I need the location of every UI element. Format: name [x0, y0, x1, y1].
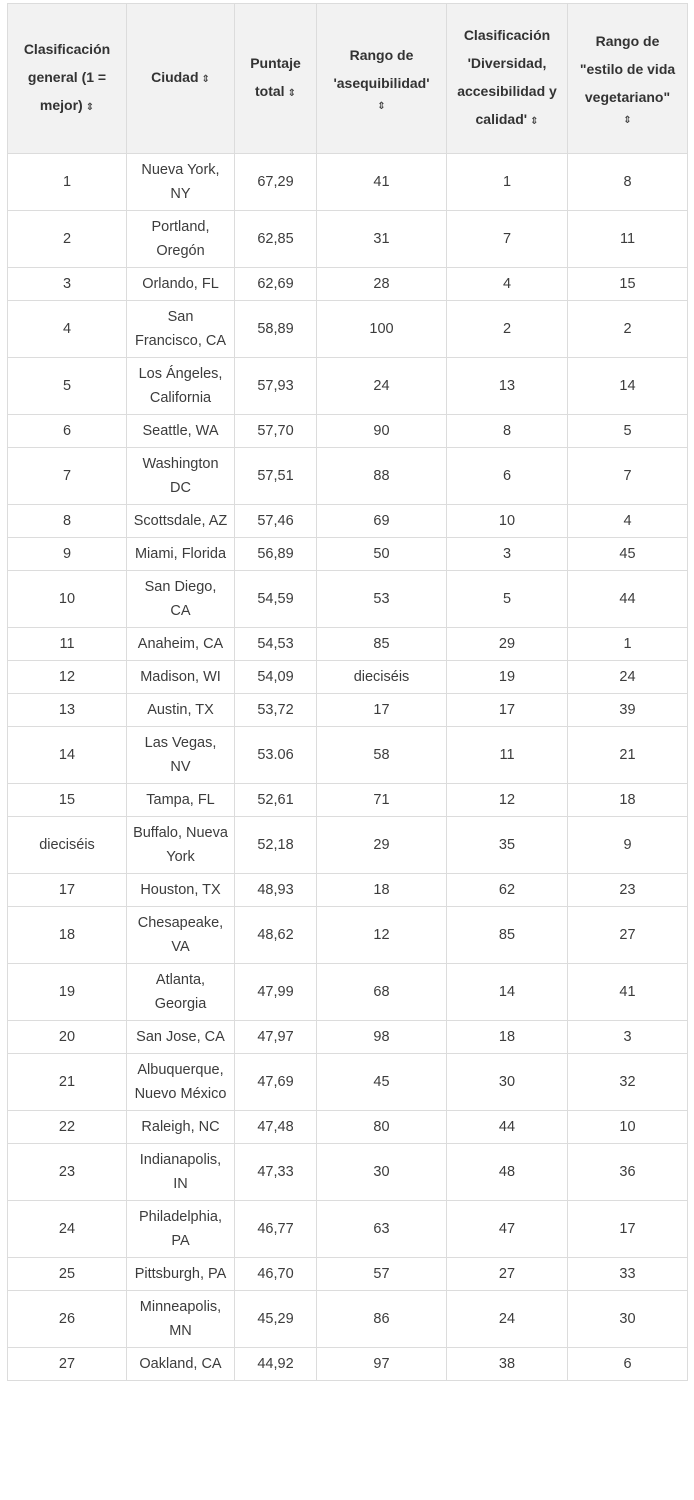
- cell-total-score: 45,29: [235, 1291, 317, 1348]
- cell-city: Los Ángeles, California: [127, 358, 235, 415]
- column-header-city[interactable]: [127, 4, 235, 154]
- cell-overall-rank: 24: [8, 1201, 127, 1258]
- cell-total-score: 54,09: [235, 661, 317, 694]
- cell-total-score: 62,85: [235, 211, 317, 268]
- cell-vegetarian-lifestyle-rank: 4: [568, 505, 688, 538]
- cell-diversity-rank: 6: [447, 448, 568, 505]
- cell-city: Madison, WI: [127, 661, 235, 694]
- cell-diversity-rank: 11: [447, 727, 568, 784]
- cell-overall-rank: 7: [8, 448, 127, 505]
- cell-affordability-rank: 69: [317, 505, 447, 538]
- table-row: [8, 694, 688, 727]
- cell-diversity-rank: 7: [447, 211, 568, 268]
- cell-diversity-rank: 35: [447, 817, 568, 874]
- table-row: [8, 628, 688, 661]
- cell-diversity-rank: 38: [447, 1348, 568, 1381]
- cell-city: Orlando, FL: [127, 268, 235, 301]
- cell-city: Nueva York, NY: [127, 154, 235, 211]
- cell-overall-rank: 9: [8, 538, 127, 571]
- cell-diversity-rank: 13: [447, 358, 568, 415]
- cell-affordability-rank: 29: [317, 817, 447, 874]
- cell-diversity-rank: 18: [447, 1021, 568, 1054]
- table-row: [8, 448, 688, 505]
- cell-total-score: 57,46: [235, 505, 317, 538]
- cell-affordability-rank: dieciséis: [317, 661, 447, 694]
- table-row: [8, 211, 688, 268]
- cell-city: Indianapolis, IN: [127, 1144, 235, 1201]
- table-header: [8, 4, 688, 154]
- sort-arrows-icon[interactable]: ⇕: [623, 114, 632, 126]
- table-row: [8, 1291, 688, 1348]
- cell-vegetarian-lifestyle-rank: 45: [568, 538, 688, 571]
- table-row: [8, 1144, 688, 1201]
- cell-overall-rank: 12: [8, 661, 127, 694]
- sort-arrows-icon[interactable]: ⇕: [85, 102, 95, 113]
- cell-total-score: 67,29: [235, 154, 317, 211]
- cell-city: Atlanta, Georgia: [127, 964, 235, 1021]
- cell-affordability-rank: 53: [317, 571, 447, 628]
- cell-city: Minneapolis, MN: [127, 1291, 235, 1348]
- cell-vegetarian-lifestyle-rank: 2: [568, 301, 688, 358]
- cell-vegetarian-lifestyle-rank: 3: [568, 1021, 688, 1054]
- cell-diversity-rank: 4: [447, 268, 568, 301]
- column-header-label: Clasificación general (1 = mejor): [23, 41, 111, 113]
- cell-overall-rank: 26: [8, 1291, 127, 1348]
- table-row: [8, 505, 688, 538]
- sort-arrows-icon[interactable]: ⇕: [530, 116, 539, 127]
- cell-affordability-rank: 28: [317, 268, 447, 301]
- table-row: [8, 817, 688, 874]
- table-row: [8, 538, 688, 571]
- cell-city: Seattle, WA: [127, 415, 235, 448]
- cell-affordability-rank: 57: [317, 1258, 447, 1291]
- cell-diversity-rank: 47: [447, 1201, 568, 1258]
- cell-affordability-rank: 86: [317, 1291, 447, 1348]
- cell-total-score: 54,53: [235, 628, 317, 661]
- cell-total-score: 57,51: [235, 448, 317, 505]
- cell-total-score: 52,18: [235, 817, 317, 874]
- cell-city: Tampa, FL: [127, 784, 235, 817]
- cell-overall-rank: 23: [8, 1144, 127, 1201]
- cell-total-score: 62,69: [235, 268, 317, 301]
- table-row: [8, 727, 688, 784]
- cell-city: San Francisco, CA: [127, 301, 235, 358]
- cell-city: Austin, TX: [127, 694, 235, 727]
- cell-diversity-rank: 24: [447, 1291, 568, 1348]
- table-row: [8, 415, 688, 448]
- cell-vegetarian-lifestyle-rank: 30: [568, 1291, 688, 1348]
- cell-city: Miami, Florida: [127, 538, 235, 571]
- cell-total-score: 47,33: [235, 1144, 317, 1201]
- cell-city: San Jose, CA: [127, 1021, 235, 1054]
- table-row: [8, 358, 688, 415]
- cell-overall-rank: 19: [8, 964, 127, 1021]
- cell-total-score: 57,93: [235, 358, 317, 415]
- cell-total-score: 46,77: [235, 1201, 317, 1258]
- cell-vegetarian-lifestyle-rank: 11: [568, 211, 688, 268]
- cell-affordability-rank: 68: [317, 964, 447, 1021]
- cell-vegetarian-lifestyle-rank: 9: [568, 817, 688, 874]
- cell-vegetarian-lifestyle-rank: 44: [568, 571, 688, 628]
- cell-total-score: 44,92: [235, 1348, 317, 1381]
- cell-overall-rank: 17: [8, 874, 127, 907]
- column-header-affordability-rank[interactable]: [317, 4, 447, 154]
- cell-vegetarian-lifestyle-rank: 17: [568, 1201, 688, 1258]
- cell-total-score: 57,70: [235, 415, 317, 448]
- sort-arrows-icon[interactable]: ⇕: [287, 88, 296, 99]
- cell-diversity-rank: 48: [447, 1144, 568, 1201]
- cell-total-score: 48,93: [235, 874, 317, 907]
- cell-city: Scottsdale, AZ: [127, 505, 235, 538]
- cell-diversity-rank: 19: [447, 661, 568, 694]
- cell-affordability-rank: 98: [317, 1021, 447, 1054]
- cell-vegetarian-lifestyle-rank: 6: [568, 1348, 688, 1381]
- cell-overall-rank: 10: [8, 571, 127, 628]
- table-row: [8, 154, 688, 211]
- cell-affordability-rank: 17: [317, 694, 447, 727]
- cell-affordability-rank: 90: [317, 415, 447, 448]
- cell-overall-rank: 4: [8, 301, 127, 358]
- cell-overall-rank: 14: [8, 727, 127, 784]
- cell-overall-rank: 11: [8, 628, 127, 661]
- cell-overall-rank: 21: [8, 1054, 127, 1111]
- cell-total-score: 47,48: [235, 1111, 317, 1144]
- sort-arrows-icon[interactable]: ⇕: [201, 74, 210, 85]
- table-row: [8, 1348, 688, 1381]
- cell-diversity-rank: 2: [447, 301, 568, 358]
- cell-city: Oakland, CA: [127, 1348, 235, 1381]
- cell-diversity-rank: 1: [447, 154, 568, 211]
- cell-affordability-rank: 45: [317, 1054, 447, 1111]
- cell-overall-rank: 13: [8, 694, 127, 727]
- cell-overall-rank: 6: [8, 415, 127, 448]
- column-header-diversity-rank[interactable]: [447, 4, 568, 154]
- table-row: [8, 1021, 688, 1054]
- table-row: [8, 1258, 688, 1291]
- column-header-label: Puntaje total: [250, 55, 301, 99]
- cell-diversity-rank: 5: [447, 571, 568, 628]
- cell-diversity-rank: 14: [447, 964, 568, 1021]
- column-header-label: Rango de "estilo de vida vegetariano": [579, 32, 676, 105]
- cell-city: Buffalo, Nueva York: [127, 817, 235, 874]
- cell-vegetarian-lifestyle-rank: 27: [568, 907, 688, 964]
- cell-city: Pittsburgh, PA: [127, 1258, 235, 1291]
- cell-total-score: 47,99: [235, 964, 317, 1021]
- cell-city: San Diego, CA: [127, 571, 235, 628]
- cell-diversity-rank: 17: [447, 694, 568, 727]
- cell-vegetarian-lifestyle-rank: 15: [568, 268, 688, 301]
- cell-overall-rank: 27: [8, 1348, 127, 1381]
- cell-diversity-rank: 62: [447, 874, 568, 907]
- table-row: [8, 874, 688, 907]
- cell-diversity-rank: 85: [447, 907, 568, 964]
- cell-affordability-rank: 58: [317, 727, 447, 784]
- cell-overall-rank: dieciséis: [8, 817, 127, 874]
- cell-vegetarian-lifestyle-rank: 33: [568, 1258, 688, 1291]
- table-row: [8, 571, 688, 628]
- cell-overall-rank: 18: [8, 907, 127, 964]
- cell-vegetarian-lifestyle-rank: 7: [568, 448, 688, 505]
- cell-diversity-rank: 30: [447, 1054, 568, 1111]
- cell-total-score: 46,70: [235, 1258, 317, 1291]
- cell-affordability-rank: 97: [317, 1348, 447, 1381]
- cell-diversity-rank: 8: [447, 415, 568, 448]
- cell-affordability-rank: 63: [317, 1201, 447, 1258]
- cell-vegetarian-lifestyle-rank: 39: [568, 694, 688, 727]
- header-row: [8, 4, 688, 154]
- cell-total-score: 52,61: [235, 784, 317, 817]
- cell-overall-rank: 1: [8, 154, 127, 211]
- cell-total-score: 56,89: [235, 538, 317, 571]
- cell-affordability-rank: 80: [317, 1111, 447, 1144]
- column-header-overall-rank[interactable]: [8, 4, 127, 154]
- cell-overall-rank: 15: [8, 784, 127, 817]
- cell-vegetarian-lifestyle-rank: 41: [568, 964, 688, 1021]
- cell-diversity-rank: 29: [447, 628, 568, 661]
- cell-vegetarian-lifestyle-rank: 8: [568, 154, 688, 211]
- table-row: [8, 1201, 688, 1258]
- table-row: [8, 268, 688, 301]
- cell-total-score: 58,89: [235, 301, 317, 358]
- cell-overall-rank: 5: [8, 358, 127, 415]
- cell-vegetarian-lifestyle-rank: 32: [568, 1054, 688, 1111]
- cell-affordability-rank: 31: [317, 211, 447, 268]
- cell-total-score: 48,62: [235, 907, 317, 964]
- cell-diversity-rank: 10: [447, 505, 568, 538]
- cell-city: Raleigh, NC: [127, 1111, 235, 1144]
- cell-city: Portland, Oregón: [127, 211, 235, 268]
- cell-city: Washington DC: [127, 448, 235, 505]
- table-row: [8, 1054, 688, 1111]
- cell-affordability-rank: 24: [317, 358, 447, 415]
- sort-arrows-icon[interactable]: ⇕: [377, 100, 386, 112]
- table-row: [8, 784, 688, 817]
- cell-overall-rank: 20: [8, 1021, 127, 1054]
- table-row: [8, 661, 688, 694]
- cell-affordability-rank: 100: [317, 301, 447, 358]
- city-ranking-table: [7, 3, 688, 1381]
- cell-affordability-rank: 12: [317, 907, 447, 964]
- cell-total-score: 53.06: [235, 727, 317, 784]
- cell-city: Las Vegas, NV: [127, 727, 235, 784]
- table-row: [8, 301, 688, 358]
- cell-vegetarian-lifestyle-rank: 23: [568, 874, 688, 907]
- column-header-label: Rango de 'asequibilidad': [333, 46, 430, 91]
- cell-total-score: 47,69: [235, 1054, 317, 1111]
- column-header-label: Ciudad: [151, 69, 199, 85]
- cell-city: Chesapeake, VA: [127, 907, 235, 964]
- cell-affordability-rank: 41: [317, 154, 447, 211]
- table-body: [8, 154, 688, 1381]
- cell-vegetarian-lifestyle-rank: 36: [568, 1144, 688, 1201]
- cell-vegetarian-lifestyle-rank: 24: [568, 661, 688, 694]
- table-row: [8, 907, 688, 964]
- cell-overall-rank: 22: [8, 1111, 127, 1144]
- cell-overall-rank: 25: [8, 1258, 127, 1291]
- column-header-vegetarian-lifestyle-rank[interactable]: [568, 4, 688, 154]
- cell-total-score: 47,97: [235, 1021, 317, 1054]
- cell-vegetarian-lifestyle-rank: 1: [568, 628, 688, 661]
- cell-affordability-rank: 88: [317, 448, 447, 505]
- cell-city: Albuquerque, Nuevo México: [127, 1054, 235, 1111]
- cell-affordability-rank: 71: [317, 784, 447, 817]
- cell-affordability-rank: 18: [317, 874, 447, 907]
- cell-diversity-rank: 12: [447, 784, 568, 817]
- cell-city: Philadelphia, PA: [127, 1201, 235, 1258]
- cell-vegetarian-lifestyle-rank: 14: [568, 358, 688, 415]
- cell-vegetarian-lifestyle-rank: 18: [568, 784, 688, 817]
- cell-city: Anaheim, CA: [127, 628, 235, 661]
- cell-affordability-rank: 30: [317, 1144, 447, 1201]
- cell-total-score: 53,72: [235, 694, 317, 727]
- table-row: [8, 1111, 688, 1144]
- cell-vegetarian-lifestyle-rank: 5: [568, 415, 688, 448]
- cell-affordability-rank: 85: [317, 628, 447, 661]
- cell-diversity-rank: 3: [447, 538, 568, 571]
- cell-overall-rank: 2: [8, 211, 127, 268]
- cell-diversity-rank: 27: [447, 1258, 568, 1291]
- column-header-total-score[interactable]: [235, 4, 317, 154]
- cell-total-score: 54,59: [235, 571, 317, 628]
- cell-affordability-rank: 50: [317, 538, 447, 571]
- cell-city: Houston, TX: [127, 874, 235, 907]
- cell-diversity-rank: 44: [447, 1111, 568, 1144]
- cell-overall-rank: 3: [8, 268, 127, 301]
- cell-vegetarian-lifestyle-rank: 21: [568, 727, 688, 784]
- column-header-label: Clasificación 'Diversidad, accesibilidad y calidad': [457, 27, 557, 127]
- table-row: [8, 964, 688, 1021]
- cell-vegetarian-lifestyle-rank: 10: [568, 1111, 688, 1144]
- cell-overall-rank: 8: [8, 505, 127, 538]
